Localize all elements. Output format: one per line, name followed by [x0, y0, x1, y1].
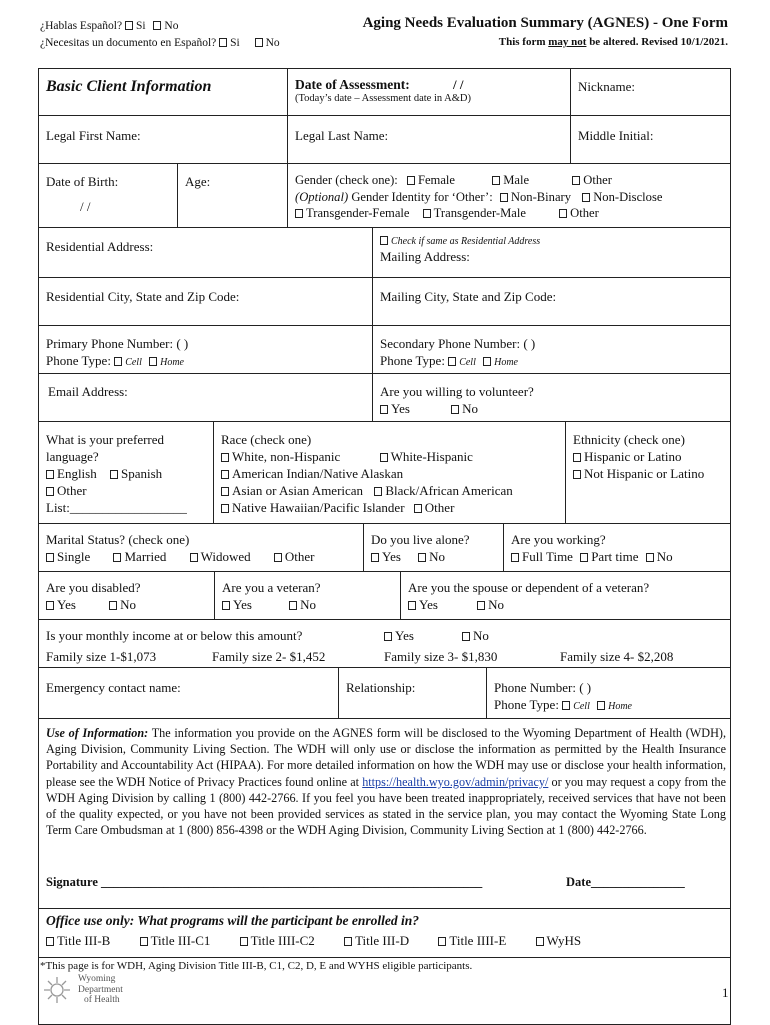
legal-first-name-field[interactable]: Legal First Name: [46, 128, 141, 143]
race-black-checkbox[interactable] [374, 487, 382, 496]
race-other-checkbox[interactable] [414, 504, 422, 513]
family-size-3: Family size 3- $1,830 [384, 649, 498, 664]
spouse-veteran-group: Are you the spouse or dependent of a veteran? Yes No [408, 580, 650, 612]
primary-phone-field[interactable]: Primary Phone Number: ( ) Phone Type: Cell Home [46, 336, 189, 368]
other-language-checkbox[interactable] [46, 487, 54, 496]
trans-female-checkbox[interactable] [295, 209, 303, 218]
age-field[interactable]: Age: [185, 174, 211, 189]
spouse-veteran-yes-checkbox[interactable] [408, 601, 416, 610]
mailing-city-field[interactable]: Mailing City, State and Zip Code: [380, 289, 557, 304]
veteran-no-checkbox[interactable] [289, 601, 297, 610]
title-iii-b-checkbox[interactable] [46, 937, 54, 946]
other-language-list[interactable]: List:__________________ [46, 500, 187, 515]
family-size-2: Family size 2- $1,452 [212, 649, 326, 664]
primary-home-checkbox[interactable] [149, 357, 157, 366]
other-gender-checkbox[interactable] [572, 176, 580, 185]
widowed-checkbox[interactable] [190, 553, 198, 562]
document-spanish-row: ¿Necesitas un documento en Español? Si No [40, 37, 280, 49]
other-identity-checkbox[interactable] [559, 209, 567, 218]
title-iii-d-checkbox[interactable] [344, 937, 352, 946]
income-no-option[interactable]: No [456, 625, 495, 646]
office-programs-row: Title III-B Title III-C1 Title IIII-C2 Title III-D Title IIII-E WyHS [46, 933, 581, 949]
veteran-yes-checkbox[interactable] [222, 601, 230, 610]
page-number: 1 [722, 985, 729, 1000]
privacy-link[interactable]: https://health.wyo.gov/admin/privacy/ [362, 774, 549, 789]
live-alone-yes-checkbox[interactable] [371, 553, 379, 562]
veteran-group: Are you a veteran? Yes No [222, 580, 321, 612]
live-alone-no-checkbox[interactable] [418, 553, 426, 562]
non-disclose-checkbox[interactable] [582, 193, 590, 202]
working-no-checkbox[interactable] [646, 553, 654, 562]
same-address-checkbox[interactable] [380, 236, 388, 245]
secondary-phone-field[interactable]: Secondary Phone Number: ( ) Phone Type: Cell Home [380, 336, 536, 368]
title-iiii-c2-checkbox[interactable] [240, 937, 248, 946]
date-of-assessment-field[interactable]: Date of Assessment: / / (Today’s date – Assessment date in A&D) [295, 77, 471, 104]
spanish-question-row: ¿Hablas Español? Si No [40, 20, 179, 32]
date-of-birth-field[interactable]: Date of Birth: / / [46, 174, 119, 214]
income-question: Is your monthly income at or below this amount? [46, 628, 303, 643]
wdh-logo-icon [40, 975, 74, 1005]
date-line[interactable]: Date_______________ [566, 875, 685, 889]
gender-group: Gender (check one): Female Male Other (Optional) Gender Identity for ‘Other’: Non-Binary Non-Disclose Transgender-Female Transgender-Male Other [295, 173, 663, 220]
mailing-address-field[interactable]: Check if same as Residential Address Mailing Address: [380, 236, 541, 264]
race-group: Race (check one) White, non-Hispanic White-Hispanic American Indian/Native Alaskan Asian or Asian American Black/African American Native Hawaiian/Pacific Islander Other [221, 432, 513, 515]
emergency-phone-field[interactable]: Phone Number: ( ) Phone Type: Cell Home [494, 680, 632, 712]
form-title: Aging Needs Evaluation Summary (AGNES) - One Form [362, 15, 728, 31]
part-time-checkbox[interactable] [580, 553, 588, 562]
middle-initial-field[interactable]: Middle Initial: [578, 128, 654, 143]
female-checkbox[interactable] [407, 176, 415, 185]
language-group: What is your preferred language? English Spanish Other List:__________________ [40, 429, 212, 518]
secondary-home-checkbox[interactable] [483, 357, 491, 366]
primary-cell-checkbox[interactable] [114, 357, 122, 366]
family-size-4: Family size 4- $2,208 [560, 649, 674, 664]
marital-status-group: Marital Status? (check one) Single Married Widowed Other [46, 532, 315, 564]
single-checkbox[interactable] [46, 553, 54, 562]
live-alone-group: Do you live alone? Yes No [371, 532, 470, 564]
footer-note: *This page is for WDH, Aging Division Title III-B, C1, C2, D, E and WYHS eligible participants. [40, 960, 473, 972]
income-yes-option[interactable]: Yes [378, 625, 420, 646]
volunteer-no-checkbox[interactable] [451, 405, 459, 414]
ethnicity-hispanic-checkbox[interactable] [573, 453, 581, 462]
legal-last-name-field[interactable]: Legal Last Name: [295, 128, 389, 143]
secondary-cell-checkbox[interactable] [448, 357, 456, 366]
married-checkbox[interactable] [113, 553, 121, 562]
english-checkbox[interactable] [46, 470, 54, 479]
volunteer-yes-checkbox[interactable] [380, 405, 388, 414]
use-of-information-text: Use of Information: The information you provide on the AGNES form will be disclosed to the Wyoming Department of Health (WDH), Aging Division, Community Living Section. The WDH will only use or disclose the information as permitted by the Health Insurance Portability and Accountability Act (HIPAA). For more detailed information on how the WDH may use or disclose your health information, please see the WDH Notice of Privacy Practices found online at https://health.wyo.gov/admin/privacy/ or you may request a copy from the WDH Aging Division by calling 1 (800) 442-2766. If you feel you have been treated inappropriately, received services that have not been of the quality expected, or you have not been provided services as stated in the service plan, you may contact the Wyoming State Long Term Care Ombudsman at 1 (800) 856-4398 or the WDH Aging Division, Community Living Section at 1 (800) 442-2766. [46, 726, 726, 838]
office-use-heading: Office use only: What programs will the participant be enrolled in? [46, 913, 420, 928]
ethnicity-group: Ethnicity (check one) Hispanic or Latino Not Hispanic or Latino [573, 432, 705, 481]
wdh-logo: Wyoming Department of Health [40, 974, 140, 1008]
disabled-no-checkbox[interactable] [109, 601, 117, 610]
family-size-1: Family size 1-$1,073 [46, 649, 157, 664]
emergency-home-checkbox[interactable] [597, 701, 605, 710]
race-asian-checkbox[interactable] [221, 487, 229, 496]
section-heading-basic-info: Basic Client Information [46, 78, 212, 95]
income-yes-checkbox[interactable] [384, 632, 392, 641]
no-checkbox[interactable] [153, 21, 161, 30]
race-american-indian-checkbox[interactable] [221, 470, 229, 479]
email-address-field[interactable]: Email Address: [48, 384, 128, 399]
residential-city-field[interactable]: Residential City, State and Zip Code: [46, 289, 240, 304]
emergency-contact-field[interactable]: Emergency contact name: [46, 680, 181, 695]
form-notice: This form may not be altered. Revised 10/1/2021. [498, 36, 728, 48]
income-no-checkbox[interactable] [462, 632, 470, 641]
male-checkbox[interactable] [492, 176, 500, 185]
full-time-checkbox[interactable] [511, 553, 519, 562]
title-iiii-e-checkbox[interactable] [438, 937, 446, 946]
trans-male-checkbox[interactable] [423, 209, 431, 218]
working-group: Are you working? Full Time Part time No [511, 532, 673, 564]
doc-si-checkbox[interactable] [219, 38, 227, 47]
residential-address-field[interactable]: Residential Address: [46, 239, 154, 254]
emergency-cell-checkbox[interactable] [562, 701, 570, 710]
disabled-yes-checkbox[interactable] [46, 601, 54, 610]
relationship-field[interactable]: Relationship: [346, 680, 416, 695]
ethnicity-not-hispanic-checkbox[interactable] [573, 470, 581, 479]
non-binary-checkbox[interactable] [500, 193, 508, 202]
marital-other-checkbox[interactable] [274, 553, 282, 562]
volunteer-group: Are you willing to volunteer? Yes No [380, 384, 534, 416]
spanish-checkbox[interactable] [110, 470, 118, 479]
spouse-veteran-no-checkbox[interactable] [477, 601, 485, 610]
disabled-group: Are you disabled? Yes No [46, 580, 141, 612]
wyhs-checkbox[interactable] [536, 937, 544, 946]
race-white-hispanic-checkbox[interactable] [380, 453, 388, 462]
race-hawaiian-checkbox[interactable] [221, 504, 229, 513]
signature-line[interactable]: Signature _____________________________________________________________ [46, 875, 483, 889]
si-checkbox[interactable] [125, 21, 133, 30]
race-white-non-hispanic-checkbox[interactable] [221, 453, 229, 462]
doc-no-checkbox[interactable] [255, 38, 263, 47]
nickname-field[interactable]: Nickname: [578, 79, 636, 94]
title-iii-c1-checkbox[interactable] [140, 937, 148, 946]
